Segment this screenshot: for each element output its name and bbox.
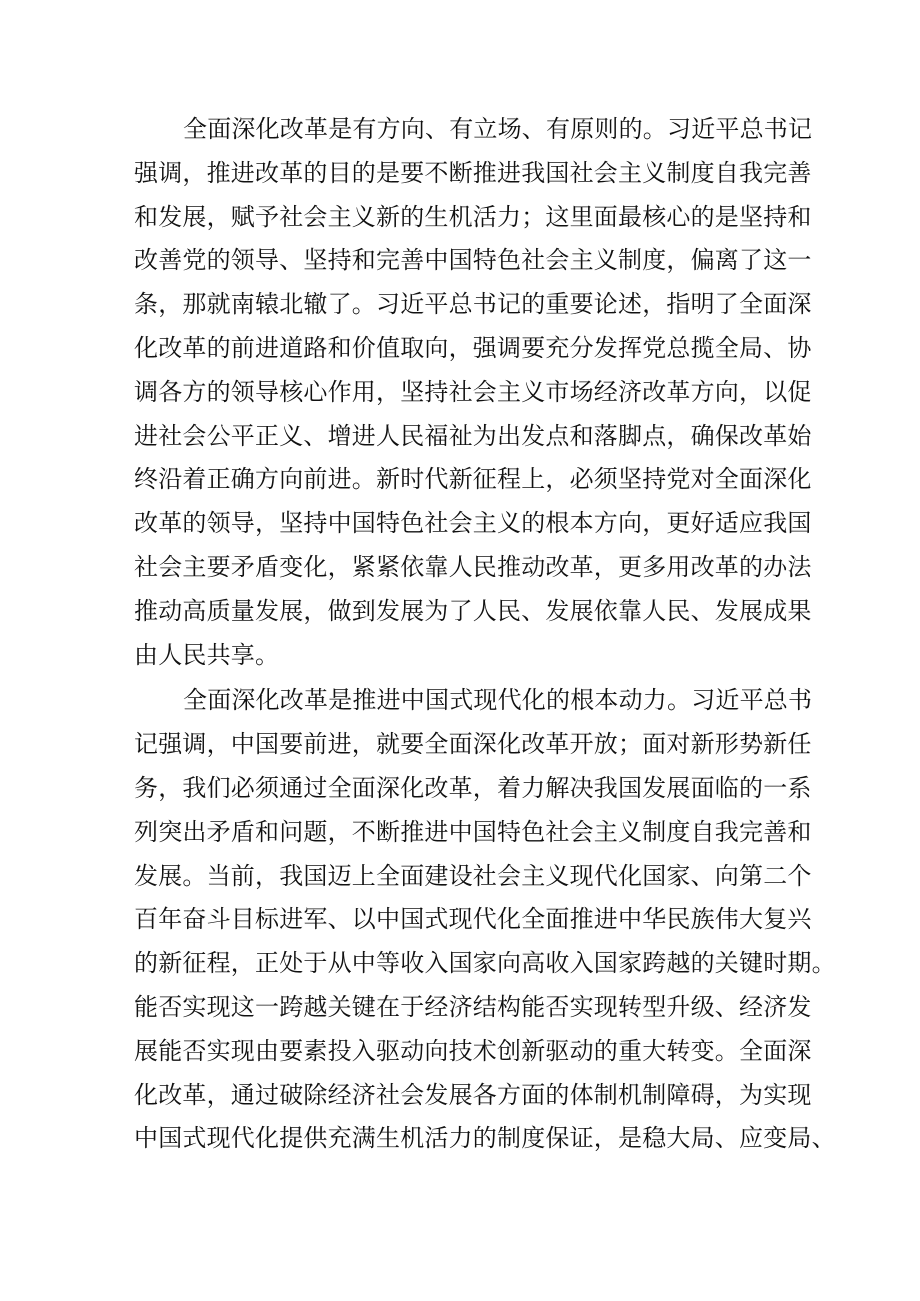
paragraph-line: 的新征程，正处于从中等收入国家向高收入国家跨越的关键时期。 <box>134 949 836 978</box>
paragraph-line: 进社会公平正义、增进人民福祉为出发点和落脚点，确保改革始 <box>134 421 812 450</box>
paragraph-line: 社会主要矛盾变化，紧紧依靠人民推动改革，更多用改革的办法 <box>134 552 812 581</box>
paragraph-line: 全面深化改革是有方向、有立场、有原则的。习近平总书记 <box>183 115 813 143</box>
paragraph-line: 终沿着正确方向前进。新时代新征程上，必须坚持党对全面深化 <box>134 465 812 494</box>
paragraph-line: 化改革，通过破除经济社会发展各方面的体制机制障碍，为实现 <box>134 1080 812 1109</box>
paragraph-line: 由人民共享。 <box>134 640 280 669</box>
paragraph-line: 百年奋斗目标进军、以中国式现代化全面推进中华民族伟大复兴 <box>134 905 812 934</box>
paragraph-2 <box>134 679 836 1161</box>
paragraph-line: 展能否实现由要素投入驱动向技术创新驱动的重大转变。全面深 <box>134 1036 812 1065</box>
paragraph-line: 列突出矛盾和问题，不断推进中国特色社会主义制度自我完善和 <box>134 817 812 846</box>
document-body <box>134 108 836 1163</box>
paragraph-line: 和发展，赋予社会主义新的生机活力；这里面最核心的是坚持和 <box>134 202 812 231</box>
paragraph-line: 记强调，中国要前进，就要全面深化改革开放；面对新形势新任 <box>134 730 812 759</box>
paragraph-line: 强调，推进改革的目的是要不断推进我国社会主义制度自我完善 <box>134 158 812 187</box>
paragraph-line: 条，那就南辕北辙了。习近平总书记的重要论述，指明了全面深 <box>134 290 812 319</box>
paragraph-line: 发展。当前，我国迈上全面建设社会主义现代化国家、向第二个 <box>134 861 812 890</box>
paragraph-line: 推动高质量发展，做到发展为了人民、发展依靠人民、发展成果 <box>134 596 812 625</box>
paragraph-line: 改善党的领导、坚持和完善中国特色社会主义制度，偏离了这一 <box>134 246 812 275</box>
paragraph-line: 务，我们必须通过全面深化改革，着力解决我国发展面临的一系 <box>134 773 812 802</box>
paragraph-1 <box>134 108 813 677</box>
paragraph-line: 能否实现这一跨越关键在于经济结构能否实现转型升级、经济发 <box>134 992 812 1021</box>
paragraph-line: 全面深化改革是推进中国式现代化的根本动力。习近平总书 <box>183 686 813 715</box>
paragraph-line: 调各方的领导核心作用，坚持社会主义市场经济改革方向，以促 <box>134 377 812 406</box>
paragraph-line: 化改革的前进道路和价值取向，强调要充分发挥党总揽全局、协 <box>134 333 812 362</box>
paragraph-line: 改革的领导，坚持中国特色社会主义的根本方向，更好适应我国 <box>134 509 812 538</box>
paragraph-line: 中国式现代化提供充满生机活力的制度保证，是稳大局、应变局、 <box>134 1124 836 1153</box>
